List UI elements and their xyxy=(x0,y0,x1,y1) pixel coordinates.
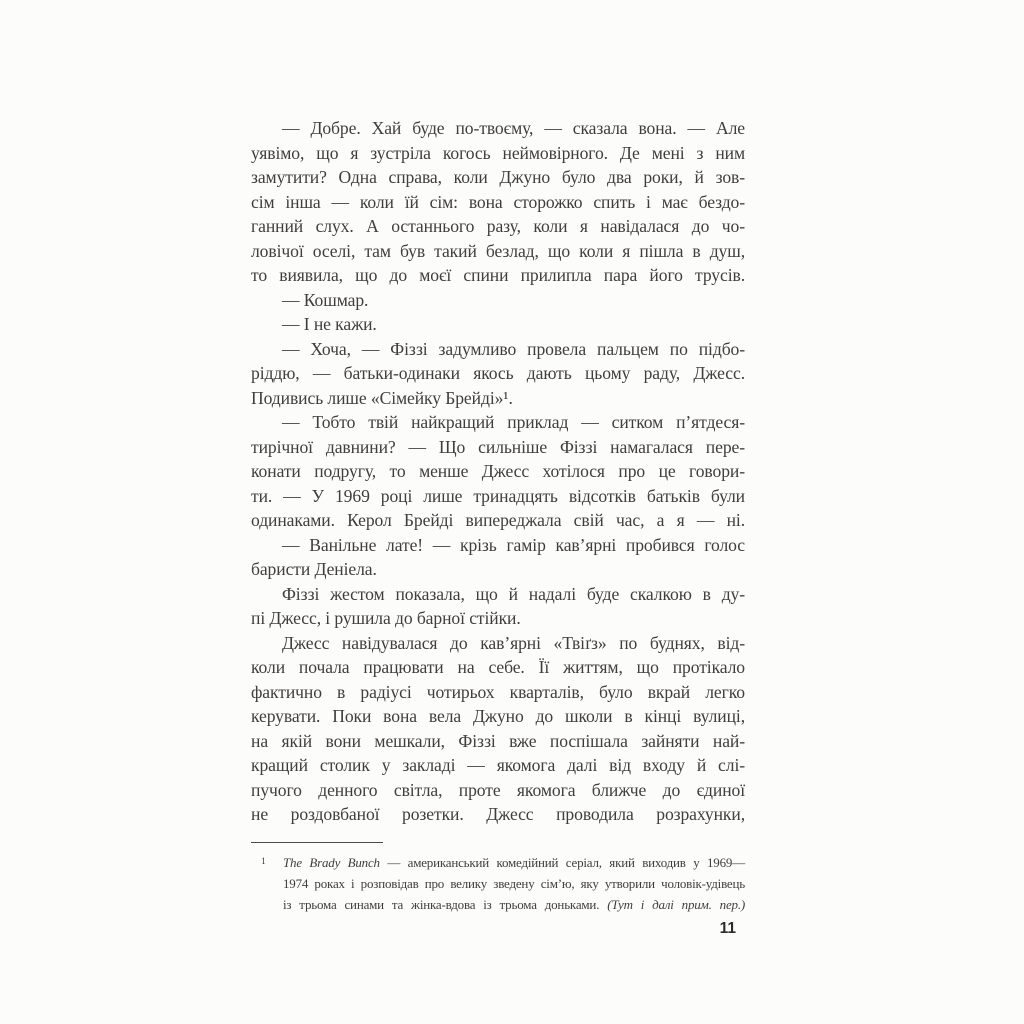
text-line: пі Джесс, і рушила до барної стійки. xyxy=(251,608,521,628)
text-line: одинаками. Керол Брейді випереджала свій час, а я — ні. xyxy=(251,510,745,530)
text-line: — І не кажи. xyxy=(282,314,377,334)
text-line: — Кошмар. xyxy=(282,289,369,310)
footnote-segment: із трьома синами та жінка-вдова із трьома доньками. xyxy=(283,897,608,912)
text-line: Фіззі жестом показала, що й надалі буде скалкою в ду- xyxy=(282,583,745,604)
footnote-separator xyxy=(251,842,383,843)
page-number: 11 xyxy=(719,920,736,937)
text-line: замутити? Одна справа, коли Джуно було два роки, й зов- xyxy=(251,167,745,187)
footnote-text xyxy=(283,852,745,915)
text-line: фактично в радіусі чотирьох кварталів, було вкрай легко xyxy=(251,681,745,702)
text-line: коли почала працювати на себе. Її життям, що протікало xyxy=(251,657,745,677)
text-line: тирічної давнини? — Що сильніше Фіззі намагалася пере- xyxy=(251,436,745,457)
text-line: — Хоча, — Фіззі задумливо провела пальцем по підбо- xyxy=(282,338,745,359)
text-line: пучого денного світла, проте якомога ближче до єдиної xyxy=(251,779,745,800)
text-line: — Ванільне лате! — крізь гамір кав’ярні пробився голос xyxy=(282,534,745,555)
text-line: — Тобто твій найкращий приклад — ситком п’ятдеся- xyxy=(282,412,745,432)
text-line: кращий столик у закладі — якомога далі від входу й слі- xyxy=(251,755,745,775)
body-text xyxy=(251,116,745,827)
footnote-marker: 1 xyxy=(261,857,266,867)
text-line: то виявила, що до моєї спини прилипла пара його трусів. xyxy=(251,265,745,285)
footnote-segment: 1974 роках і розповідав про велику зведену сім’ю, яку утворили чоловік-удівець xyxy=(283,876,745,891)
footnote-italic-segment: The Brady Bunch xyxy=(283,855,380,870)
footnote-line xyxy=(283,852,745,873)
text-line: ловічої оселі, там був такий безлад, що коли я пішла в душ, xyxy=(251,240,745,261)
text-line: ганний слух. А останнього разу, коли я навідалася до чо- xyxy=(251,216,745,236)
text-line: Джесс навідувалася до кав’ярні «Твіґз» по буднях, від- xyxy=(282,632,745,653)
footnote-segment: — американський комедійний серіал, який виходив у 1969— xyxy=(379,855,745,870)
text-line: баристи Деніела. xyxy=(251,559,377,579)
footnote-line xyxy=(283,873,745,894)
text-line: ріддю, — батьки-одинаки якось дають цьому раду, Джесс. xyxy=(251,363,745,383)
text-line: конати подругу, то менше Джесс хотілося про це говори- xyxy=(251,461,745,481)
text-line: на якій вони мешкали, Фіззі вже поспішала зайняти най- xyxy=(251,730,745,751)
footnote-italic-segment: (Тут і далі прим. пер.) xyxy=(607,897,745,912)
text-line: Подивись лише «Сімейку Брейді»¹. xyxy=(251,387,513,408)
footnote-body xyxy=(251,852,745,915)
text-line: не роздовбаної розетки. Джесс проводила розрахунки, xyxy=(251,804,745,824)
text-line: сім інша — коли їй сім: вона сторожко спить і має бездо- xyxy=(251,191,745,212)
text-line: керувати. Поки вона вела Джуно до школи в кінці вулиці, xyxy=(251,706,745,726)
text-line: — Добре. Хай буде по-твоєму, — сказала вона. — Але xyxy=(282,118,745,138)
text-line: ти. — У 1969 році лише тринадцять відсотків батьків були xyxy=(251,485,745,506)
footnote-line xyxy=(283,894,745,915)
footnote xyxy=(251,842,745,915)
text-line: уявімо, що я зустріла когось неймовірного. Де мені з ним xyxy=(251,142,745,163)
